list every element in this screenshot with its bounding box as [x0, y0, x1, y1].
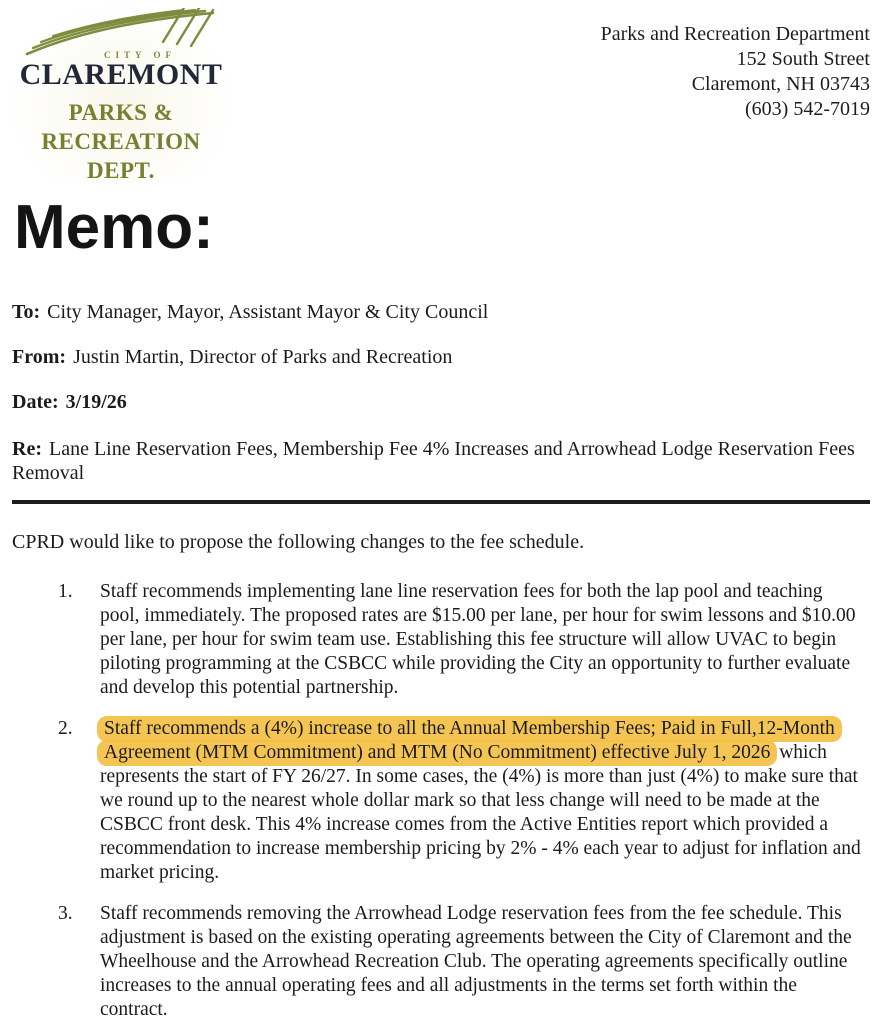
list-item-text: Staff recommends implementing lane line reservation fees for both the lap pool and teaching pool, immediately. The proposed rates are $15.00 per lane, per hour for swim lessons and $10.00 per lane, per hour for swim team use. Establishing this fee structure will allow UVAC to begin piloting programming at the CSBCC while providing the City an opportunity to further evaluate and develop this potential partnership.	[100, 581, 856, 698]
address-line: Parks and Recreation Department	[600, 23, 870, 45]
proposal-list	[12, 580, 870, 1022]
claremont-parks-logo	[12, 6, 230, 185]
list-item-text-rest: which represents the start of FY 26/27. In some cases, the (4%) is more than just (4%) to make sure that we round up to the nearest whole dollar mark so that less change will need to be made at the CSBCC front desk. This 4% increase comes from the Active Entities report which provided a recommendation to increase membership pricing by 2% - 4% each year to adjust for inflation and market pricing.	[100, 742, 861, 883]
address-line: (603) 542-7019	[745, 98, 870, 120]
logo-dept-line: PARKS &	[68, 100, 174, 125]
logo-dept-line: RECREATION	[41, 129, 201, 154]
field-date	[12, 390, 870, 414]
field-date-value: 3/19/26	[65, 391, 127, 413]
logo-city-of-text: CITY OF	[104, 50, 176, 60]
list-item-number: 2.	[58, 718, 73, 739]
address-line: Claremont, NH 03743	[691, 73, 870, 95]
list-item-text: Staff recommends removing the Arrowhead Lodge reservation fees from the fee schedule. This adjustment is based on the existing operating agreements between the City of Claremont and the Wheelhouse and the Arrowhead Recreation Club. The operating agreements specifically outline increases to the annual operating fees and all adjustments in the terms set forth within the contract.	[100, 903, 852, 1020]
field-to-value: City Manager, Mayor, Assistant Mayor & City Council	[47, 301, 489, 323]
field-from-value: Justin Martin, Director of Parks and Recreation	[73, 346, 453, 368]
field-re-label: Re:	[12, 438, 42, 460]
field-date-label: Date:	[12, 391, 59, 413]
memo-header	[12, 6, 870, 183]
field-re-value: Lane Line Reservation Fees, Membership Fee 4% Increases and Arrowhead Lodge Reservation Fees Removal	[12, 438, 855, 484]
address-line: 152 South Street	[736, 48, 870, 70]
department-address-block	[601, 22, 870, 122]
intro-paragraph: CPRD would like to propose the following changes to the fee schedule.	[12, 531, 585, 553]
field-to-label: To:	[12, 301, 41, 323]
field-from	[12, 345, 870, 369]
divider-rule	[12, 500, 870, 504]
logo-city-name: CLAREMONT	[19, 58, 223, 91]
field-re	[12, 437, 870, 485]
list-item-number: 1.	[58, 581, 73, 602]
logo-department-name	[12, 98, 230, 185]
highlighted-text: Staff recommends a (4%) increase to all the Annual Membership Fees; Paid in Full,12-Month Agreement (MTM Commitment) and MTM (No Commitment) effective July 1, 2026	[97, 716, 842, 766]
field-to	[12, 300, 870, 324]
list-item-number: 3.	[58, 903, 73, 924]
list-item-1	[12, 580, 870, 700]
list-item-2	[12, 717, 870, 885]
logo-dept-line: DEPT.	[87, 158, 155, 183]
memo-title: Memo:	[14, 193, 214, 262]
memo-fields	[12, 300, 870, 485]
field-from-label: From:	[12, 346, 67, 368]
list-item-3	[12, 902, 870, 1022]
list-item-text	[100, 718, 861, 883]
